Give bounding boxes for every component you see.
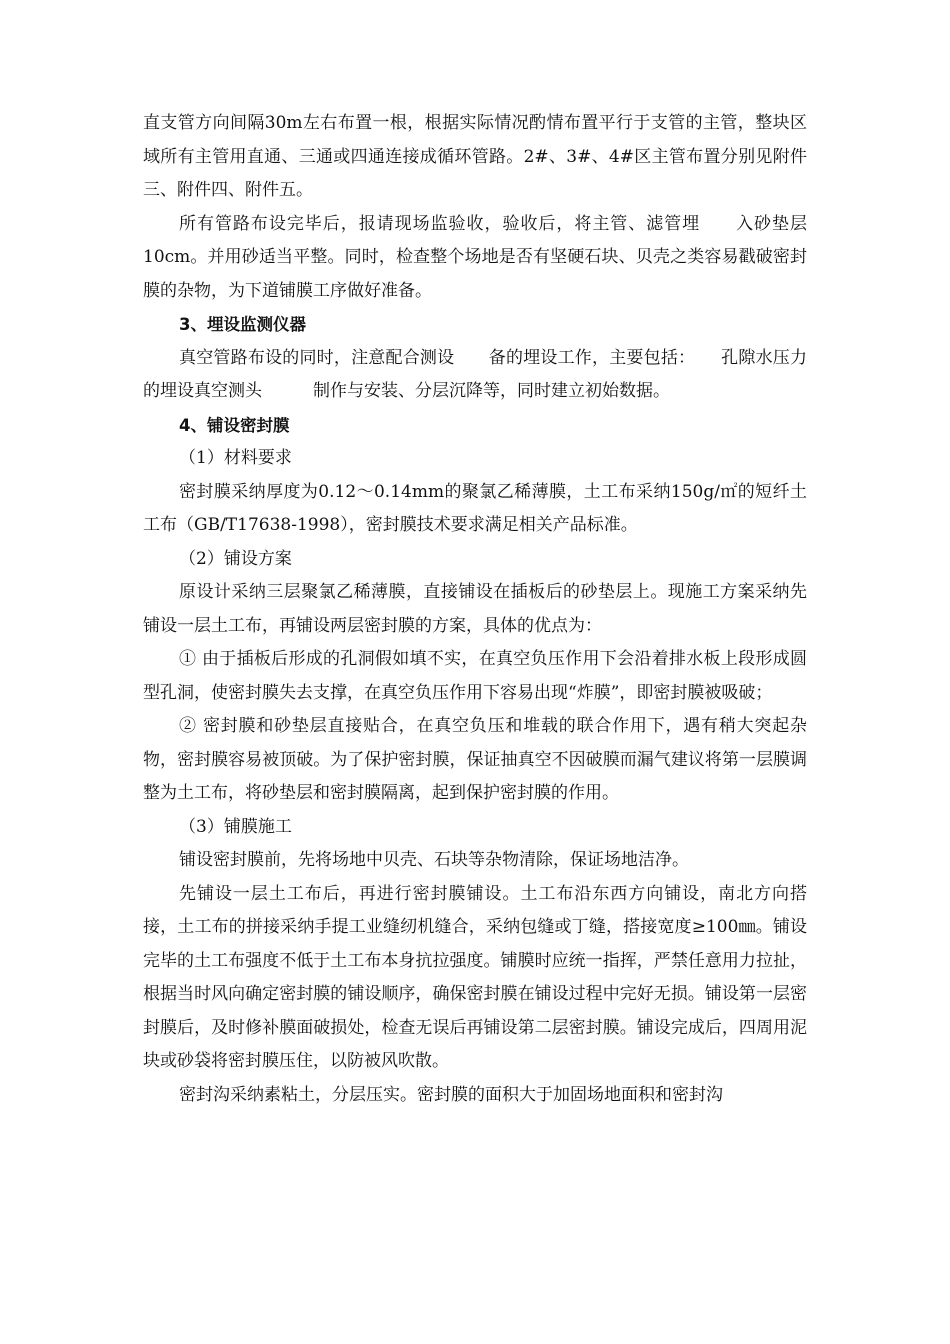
heading-sealing-membrane: 4、铺设密封膜	[179, 415, 290, 435]
paragraph-materials: 密封膜采纳厚度为0.12～0.14mm的聚氯乙稀薄膜，土工布采纳150g/㎡的短纤土工布（GB/T17638-1998），密封膜技术要求满足相关产品标准。	[143, 481, 807, 535]
paragraph-advantage-2: ② 密封膜和砂垫层直接贴合，在真空负压和堆载的联合作用下，遇有稍大突起杂物，密封膜容易被顶破。为了保护密封膜，保证抽真空不因破膜而漏气建议将第一层膜调整为土工布，将砂垫层和密封膜隔离，起到保护密封膜的作用。	[143, 716, 807, 803]
paragraph-sealing-trench: 密封沟采纳素粘土，分层压实。密封膜的面积大于加固场地面积和密封沟	[179, 1084, 723, 1105]
paragraph-pipe-acceptance: 所有管路布设完毕后，报请现场监验收，验收后，将主管、滤管埋 入砂垫层10cm。并用砂适当平整。同时，检查整个场地是否有坚硬石块、贝壳之类容易戳破密封膜的杂物，为下道铺膜工序做好准备。	[143, 213, 807, 301]
document-page	[143, 107, 807, 1112]
paragraph-site-cleaning: 铺设密封膜前，先将场地中贝壳、石块等杂物清除，保证场地洁净。	[179, 850, 689, 870]
paragraph-laying-procedure: 先铺设一层土工布后，再进行密封膜铺设。土工布沿东西方向铺设，南北方向搭接，土工布的拼接采纳手提工业缝纫机缝合，采纳包缝或丁缝，搭接宽度≥100㎜。铺设完毕的土工布强度不低于土工布本身抗拉强度。铺膜时应统一指挥，严禁任意用力拉扯，根据当时风向确定密封膜的铺设顺序，确保密封膜在铺设过程中完好无损。铺设第一层密封膜后，及时修补膜面破损处，检查无误后再铺设第二层密封膜。铺设完成后，四周用泥块或砂袋将密封膜压住，以防被风吹散。	[143, 883, 807, 1071]
heading-monitoring-instruments: 3、埋设监测仪器	[179, 315, 306, 334]
subheading-membrane-construction: （3）铺膜施工	[179, 816, 292, 837]
subheading-material-requirements: （1）材料要求	[179, 448, 292, 468]
paragraph-monitoring: 真空管路布设的同时，注意配合测设 备的埋设工作，主要包括： 孔隙水压力的埋设真空测头 制作与安装、分层沉降等，同时建立初始数据。	[143, 347, 807, 401]
paragraph-advantage-1: ① 由于插板后形成的孔洞假如填不实，在真空负压作用下会沿着排水板上段形成圆型孔洞，使密封膜失去支撑，在真空负压作用下容易出现“炸膜”，即密封膜被吸破；	[143, 649, 807, 703]
paragraph-scheme: 原设计采纳三层聚氯乙稀薄膜，直接铺设在插板后的砂垫层上。现施工方案采纳先铺设一层土工布，再铺设两层密封膜的方案，具体的优点为：	[143, 582, 807, 636]
paragraph-main-pipes: 直支管方向间隔30m左右布置一根，根据实际情况酌情布置平行于支管的主管，整块区域所有主管用直通、三通或四通连接成循环管路。2#、3#、4#区主管布置分别见附件三、附件四、附件五。	[143, 113, 807, 200]
subheading-laying-scheme: （2）铺设方案	[179, 548, 292, 569]
